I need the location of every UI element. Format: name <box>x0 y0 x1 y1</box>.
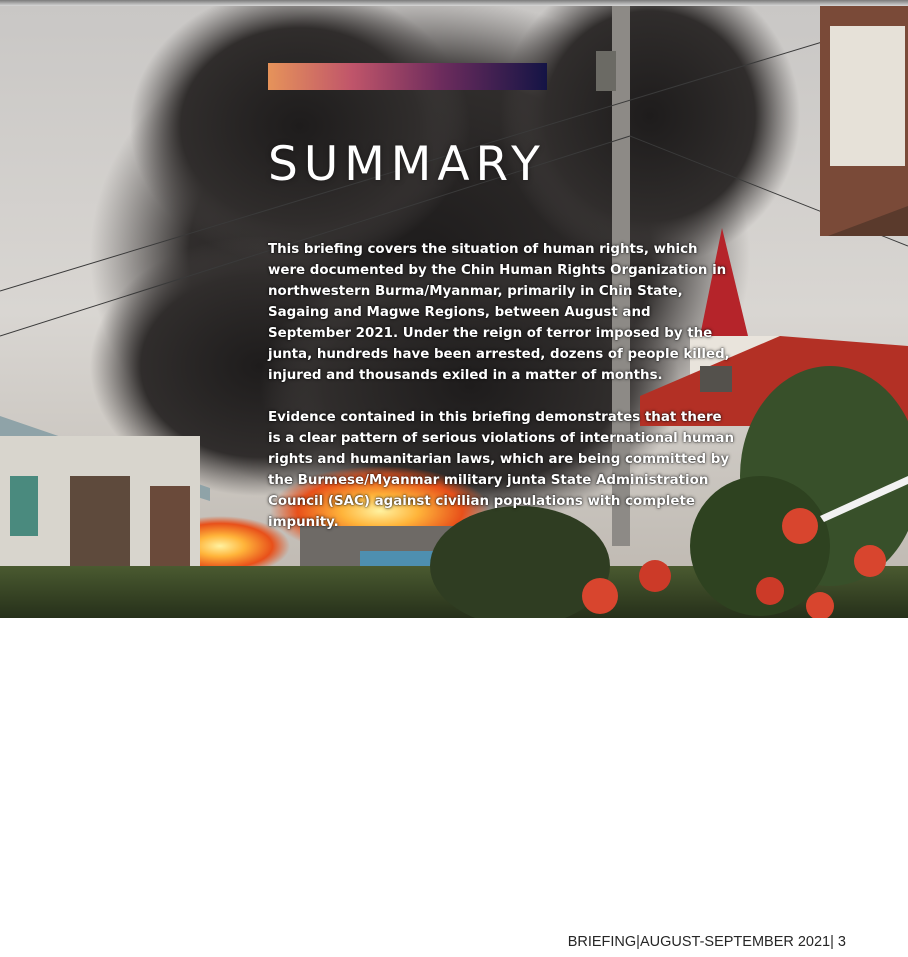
page-footer: BRIEFING|AUGUST-SEPTEMBER 2021| 3 <box>567 934 846 950</box>
accent-gradient-bar <box>268 63 547 90</box>
page-title: SUMMARY <box>268 137 546 192</box>
page-number: 3 <box>837 934 846 950</box>
summary-paragraph-1: This briefing covers the situation of human rights, which were documented by the Chin Human Rights Organization in northwestern Burma/Myanmar, primarily in Chin State, Sagaing and Magwe Regions, between August and September 2021. Under the reign of terror imposed by the junta, hundreds have been arrested, dozens of people killed, injured and thousands exiled in a matter of months. <box>268 242 730 383</box>
footer-label: BRIEFING <box>567 934 637 950</box>
footer-period: AUGUST-SEPTEMBER 2021 <box>639 934 831 950</box>
summary-paragraph-2: Evidence contained in this briefing demonstrates that there is a clear pattern of serious violations of international human rights and humanitarian laws, which are being committed by the Burmese/Myanmar military junta State Administration Council (SAC) against civilian populations with complete impunity. <box>268 410 734 530</box>
